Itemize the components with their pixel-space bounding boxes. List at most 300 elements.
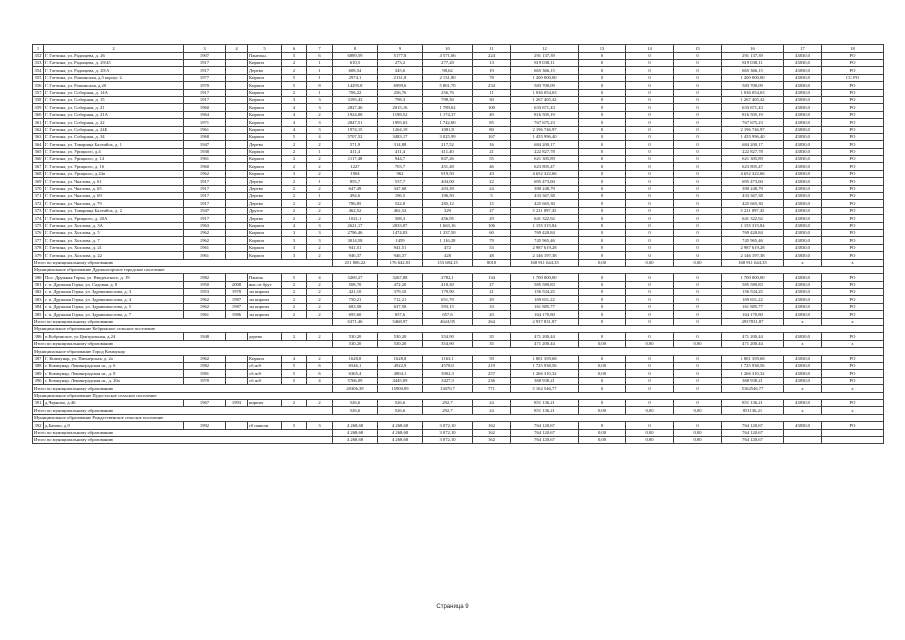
table-cell: 0 <box>674 200 722 207</box>
table-cell: 0 <box>579 385 626 392</box>
table-cell: 764 120,67 <box>511 429 579 436</box>
table-cell: 855,7 <box>333 178 378 185</box>
table-cell: 767 675,23 <box>722 119 784 126</box>
table-cell: Итого по муниципальному образованию <box>33 340 333 347</box>
table-cell: 472 <box>423 244 473 251</box>
table-cell: 0 <box>674 229 722 236</box>
table-cell: 4 <box>282 222 307 229</box>
table-cell: 2 <box>44 45 184 53</box>
table-cell: x <box>784 340 822 347</box>
table-cell: Дерево <box>248 200 282 207</box>
table-cell: 5707,52 <box>333 133 378 140</box>
table-cell: 0 <box>626 52 674 59</box>
table-cell: 1 725 938,56 <box>722 363 784 370</box>
table-cell: 1960 <box>184 163 226 170</box>
table-cell: 251 806,22 <box>333 259 378 266</box>
table-cell: 236 <box>473 377 511 384</box>
table-cell: 0 <box>579 296 626 303</box>
table-cell: 6546,1 <box>333 363 378 370</box>
table-cell: 585 589,83 <box>511 281 579 288</box>
table-cell: 1 <box>307 148 333 155</box>
table-cell: 134 <box>473 274 511 281</box>
table-cell: 657,6 <box>423 311 473 318</box>
table-cell: 0 <box>674 89 722 96</box>
table-cell: 508,70 <box>333 281 378 288</box>
table-cell <box>226 370 248 377</box>
table-cell: 6 <box>307 52 333 59</box>
table-cell: 3269,27 <box>333 274 378 281</box>
table-cell: 100 <box>473 104 511 111</box>
table-cell <box>226 133 248 140</box>
total-row <box>33 429 884 436</box>
table-cell: 0 <box>674 289 722 296</box>
table-cell: 1961 <box>184 126 226 133</box>
table-cell: 43830,0 <box>784 111 822 118</box>
table-cell: 4922,9 <box>378 363 423 370</box>
table-cell: 941,51 <box>333 244 378 251</box>
table-cell: 1982 <box>184 363 226 370</box>
table-cell: 20306,39 <box>333 385 378 392</box>
table-row <box>33 281 884 288</box>
table-cell: 0 <box>674 104 722 111</box>
table-cell: Пос. Дружная Горка, ул. Введенского, д. 19 <box>44 274 184 281</box>
table-cell: РО <box>822 296 884 303</box>
table-cell: 764 120,67 <box>722 436 784 443</box>
table-cell: 21 <box>473 289 511 296</box>
table-cell: 1628,8 <box>378 355 423 362</box>
table-cell: 0 <box>626 193 674 200</box>
table-cell: 0 <box>674 111 722 118</box>
table-cell: 59 <box>473 355 511 362</box>
table-cell: 0 <box>579 333 626 340</box>
table-row <box>33 237 884 244</box>
table-cell: 1 266 310,32 <box>511 370 579 377</box>
table-cell: 5766,09 <box>333 377 378 384</box>
table-cell: 370 <box>33 185 44 192</box>
table-cell: 637,58 <box>378 303 423 310</box>
table-cell: 345,6 <box>378 67 423 74</box>
table-cell: РО <box>822 185 884 192</box>
table-cell: 819 038,11 <box>511 59 579 66</box>
table-cell: 0 <box>626 59 674 66</box>
table-cell: 1967 <box>184 399 226 406</box>
table-cell: 2015,16 <box>378 104 423 111</box>
table-cell: 43830,0 <box>784 82 822 89</box>
table-cell: 0 <box>626 200 674 207</box>
table-cell: 1 663,16 <box>423 222 473 229</box>
table-cell: 5 <box>282 82 307 89</box>
table-cell: 0 <box>626 399 674 406</box>
table-cell: 1 267 405,42 <box>722 96 784 103</box>
table-cell: 0 <box>674 96 722 103</box>
table-cell: 4 571,06 <box>423 52 473 59</box>
table-cell: 378 <box>33 244 44 251</box>
table-cell: 1995,63 <box>378 119 423 126</box>
table-cell: Г. Гатчина, ул. Соборная, д. 24Б <box>44 126 184 133</box>
table-cell: 623 805,47 <box>511 163 579 170</box>
table-cell: 0 <box>579 96 626 103</box>
table-cell: 0,00 <box>579 407 626 414</box>
table-cell: 1961 <box>184 156 226 163</box>
table-row <box>33 363 884 370</box>
table-cell: 43830,0 <box>784 252 822 259</box>
table-cell: 623 805,47 <box>722 163 784 170</box>
table-cell: 4 <box>307 133 333 140</box>
table-cell: 98,62 <box>423 67 473 74</box>
table-cell: 4 <box>282 355 307 362</box>
table-cell: 85 <box>473 119 511 126</box>
table-cell: 0 <box>674 67 722 74</box>
table-cell: 19 <box>473 67 511 74</box>
table-cell: 162 <box>473 429 511 436</box>
table-cell: 22 <box>473 178 511 185</box>
table-cell: Г. Гатчина, ул. Чкалова, д. 69 <box>44 193 184 200</box>
table-cell <box>226 252 248 259</box>
table-cell: 0 <box>626 229 674 236</box>
table-cell: Г. Гатчина, ул. Урицкого, д. 20А <box>44 215 184 222</box>
table-cell <box>784 436 822 443</box>
table-cell: 941,51 <box>378 244 423 251</box>
table-cell: 6 <box>307 363 333 370</box>
table-cell: 0 <box>579 222 626 229</box>
housing-register-table <box>32 44 884 444</box>
table-cell: 1962 <box>184 237 226 244</box>
table-cell: 1 725 938,56 <box>511 363 579 370</box>
table-cell: 43830,0 <box>784 399 822 406</box>
table-cell: 1981 <box>184 370 226 377</box>
table-cell: г. п. Дружная Горка, ул. Здравомыслова, д. 4 <box>44 296 184 303</box>
table-cell: 530,20 <box>378 340 423 347</box>
table-cell: 0 <box>579 289 626 296</box>
table-cell: 4624,95 <box>423 318 473 325</box>
table-cell: 3 072,10 <box>423 422 473 429</box>
table-cell: РО <box>822 244 884 251</box>
table-cell: 2974,1 <box>333 74 378 81</box>
table-cell <box>226 193 248 200</box>
table-cell: 1971 <box>184 119 226 126</box>
table-cell: 1 <box>307 178 333 185</box>
table-cell: 1963 <box>184 222 226 229</box>
table-cell: 4 268,68 <box>378 429 423 436</box>
table-cell: 43830,0 <box>784 119 822 126</box>
table-cell: 4904,1 <box>378 370 423 377</box>
table-cell: 5177,8 <box>378 52 423 59</box>
table-cell: 1947 <box>184 141 226 148</box>
table-row <box>33 355 884 362</box>
table-cell: 5 801,70 <box>423 82 473 89</box>
table-cell: 1 801 359,68 <box>722 355 784 362</box>
table-row <box>33 52 884 59</box>
table-cell: 361 <box>33 119 44 126</box>
section-row <box>33 414 884 421</box>
table-cell: РО <box>822 355 884 362</box>
table-cell: 0 <box>626 148 674 155</box>
table-cell: 60 <box>473 229 511 236</box>
table-row <box>33 119 884 126</box>
table-cell: 5 <box>282 274 307 281</box>
table-cell: 4 268,68 <box>378 422 423 429</box>
table-cell: 3 <box>307 422 333 429</box>
table-cell: 383 <box>33 296 44 303</box>
table-cell: 3483,17 <box>378 133 423 140</box>
table-cell: 0 <box>579 399 626 406</box>
table-cell: Муниципальное образование Рождественское сельское поселение <box>33 414 884 421</box>
table-cell: 1 <box>307 59 333 66</box>
table-cell: Муниципальное образование Дружногорское городское поселение <box>33 266 884 273</box>
table-cell: Кирпич <box>248 244 282 251</box>
table-cell: 356 <box>33 82 44 89</box>
table-cell: Муниципальное образование Пудостьское сельское поселение <box>33 392 884 399</box>
table-cell: 750,21 <box>333 296 378 303</box>
table-cell: Дерево <box>248 141 282 148</box>
table-cell: Г. Гатчина, ул. Хохлова, д. 5 <box>44 229 184 236</box>
table-cell: Кирпич <box>248 237 282 244</box>
table-cell: 583 700,09 <box>722 82 784 89</box>
table-row <box>33 111 884 118</box>
table-cell: x <box>822 259 884 266</box>
table-cell: 462,52 <box>333 207 378 214</box>
table-cell: 203,39 <box>423 185 473 192</box>
table-cell: 179,90 <box>423 289 473 296</box>
table-cell: 43830,0 <box>784 244 822 251</box>
table-cell: 2 <box>282 163 307 170</box>
table-cell: РО <box>822 399 884 406</box>
total-row <box>33 407 884 414</box>
table-cell: 665 366,15 <box>722 67 784 74</box>
table-cell: 684 200,17 <box>722 141 784 148</box>
table-cell: 0 <box>626 274 674 281</box>
table-cell: 43830,0 <box>784 126 822 133</box>
table-cell: 2008 <box>226 281 248 288</box>
table-cell: 537,7 <box>378 178 423 185</box>
table-cell: 530,20 <box>378 333 423 340</box>
table-cell: 2 <box>307 215 333 222</box>
table-cell: 0 <box>674 141 722 148</box>
table-cell: 585 589,83 <box>722 281 784 288</box>
table-cell: Г. Гатчина, ул. Урицкого, д.4 <box>44 148 184 155</box>
table-cell: 0 <box>674 355 722 362</box>
table-cell: 79 <box>473 237 511 244</box>
table-cell: 43830,0 <box>784 296 822 303</box>
table-cell: 2 <box>307 185 333 192</box>
table-cell: 162 <box>473 422 511 429</box>
table-cell: 2621,17 <box>333 222 378 229</box>
table-cell: 1917 <box>184 185 226 192</box>
table-cell: РО <box>822 237 884 244</box>
table-cell: Кирпич <box>248 82 282 89</box>
table-cell: 745 965,46 <box>722 237 784 244</box>
table-cell: 571,9 <box>333 141 378 148</box>
table-cell: 418,30 <box>423 281 473 288</box>
table-cell: 1962 <box>184 296 226 303</box>
table-cell: 764 120,67 <box>722 422 784 429</box>
table-cell: сб.ж/б <box>248 377 282 384</box>
table-cell: Кирпич <box>248 89 282 96</box>
table-cell: 411,40 <box>423 148 473 155</box>
table-cell: г. п. Дружная Горка, ул. Здравомыслова, д. 7 <box>44 311 184 318</box>
table-cell: Г. Коммунар, ул. Пионерская, д. 2а <box>44 355 184 362</box>
table-cell: 1961 <box>184 244 226 251</box>
table-cell: 6371,46 <box>333 318 378 325</box>
table-cell: РО <box>822 370 884 377</box>
table-cell: 3014,58 <box>333 237 378 244</box>
table-cell: 0 <box>626 163 674 170</box>
table-cell <box>226 185 248 192</box>
table-cell: 14295,8 <box>333 82 378 89</box>
table-cell: 43830,0 <box>784 200 822 207</box>
table-cell: 1 700 000,00 <box>511 274 579 281</box>
table-row <box>33 252 884 259</box>
table-row <box>33 200 884 207</box>
table-cell: 3 072,10 <box>423 429 473 436</box>
table-cell: 0 <box>626 141 674 148</box>
table-row <box>33 82 884 89</box>
table-cell: 494,6 <box>333 193 378 200</box>
table-cell: 0 <box>674 274 722 281</box>
table-cell: 0 <box>674 119 722 126</box>
table-cell: 0 <box>579 281 626 288</box>
table-row <box>33 274 884 281</box>
table-cell: 2131,8 <box>378 74 423 81</box>
table-row <box>33 296 884 303</box>
page-number: Страница 9 <box>436 604 469 610</box>
table-cell: 0 <box>579 274 626 281</box>
table-cell: 2 <box>307 296 333 303</box>
table-cell: 1962 <box>184 355 226 362</box>
table-cell: 2 <box>307 141 333 148</box>
table-cell: 353 <box>33 59 44 66</box>
table-cell: 0 <box>626 111 674 118</box>
table-cell: Г. Гатчина, ул. Радищева, д. 29/45 <box>44 59 184 66</box>
table-cell: 647,49 <box>333 185 378 192</box>
table-cell: 0 <box>579 82 626 89</box>
table-cell: 946,37 <box>333 252 378 259</box>
table-cell: 8 <box>333 45 378 53</box>
table-cell: 2 146 197,38 <box>511 252 579 259</box>
table-cell: 0,00 <box>626 407 674 414</box>
table-cell: 462,52 <box>378 207 423 214</box>
table-cell: 0,00 <box>674 429 722 436</box>
table-cell: 2 <box>282 185 307 192</box>
table-cell: 695 473,60 <box>511 178 579 185</box>
table-cell: 0,00 <box>674 407 722 414</box>
table-cell: 786,85 <box>333 200 378 207</box>
table-cell: 633 671,43 <box>722 104 784 111</box>
table-cell: РО <box>822 377 884 384</box>
table-cell: 3 072,10 <box>423 436 473 443</box>
table-cell <box>226 377 248 384</box>
table-cell: 0 <box>674 193 722 200</box>
table-cell: 379,10 <box>378 289 423 296</box>
table-cell: 0 <box>626 244 674 251</box>
table-cell: 219 <box>473 363 511 370</box>
table-cell: 2 <box>282 178 307 185</box>
table-cell: 292,7 <box>423 399 473 406</box>
table-cell: 43830,0 <box>784 133 822 140</box>
table-cell: 1 <box>307 89 333 96</box>
table-cell: Панельн. <box>248 52 282 59</box>
table-row <box>33 244 884 251</box>
table-cell: 291 137,39 <box>722 52 784 59</box>
table-cell: 363 <box>33 133 44 140</box>
table-cell <box>226 215 248 222</box>
table-cell: Г. Гатчина, ул. Хохлова, д. 21 <box>44 244 184 251</box>
table-cell: 4 <box>226 45 248 53</box>
table-cell: 530,20 <box>333 340 378 347</box>
table-cell: 404,00 <box>423 178 473 185</box>
table-cell: 368 <box>33 170 44 177</box>
table-cell: x <box>822 318 884 325</box>
table-cell: 5 <box>248 45 282 53</box>
table-cell: 0 <box>674 59 722 66</box>
table-cell: 2 <box>307 156 333 163</box>
table-cell: 368 938,21 <box>722 377 784 384</box>
table-cell: 2 <box>282 89 307 96</box>
table-cell: 0 <box>579 74 626 81</box>
table-cell: 0 <box>674 133 722 140</box>
table-cell: 387 <box>33 355 44 362</box>
table-cell: РО <box>822 156 884 163</box>
table-cell: 273,2 <box>378 59 423 66</box>
table-cell: 168 911 644,35 <box>722 259 784 266</box>
table-cell: 2 196 746,97 <box>722 126 784 133</box>
table-cell: 767 675,23 <box>511 119 579 126</box>
table-cell: 0 <box>674 222 722 229</box>
table-cell: 43830,0 <box>784 311 822 318</box>
table-cell: Кирпич <box>248 133 282 140</box>
table-cell: 1970 <box>184 82 226 89</box>
table-cell <box>226 126 248 133</box>
table-cell: 1917 <box>184 67 226 74</box>
table-cell <box>226 52 248 59</box>
table-cell: 43830,0 <box>784 355 822 362</box>
table-cell: 4 268,68 <box>333 422 378 429</box>
table-cell: 224 <box>473 52 511 59</box>
table-cell <box>226 222 248 229</box>
table-cell: 30 <box>473 96 511 103</box>
table-cell <box>226 333 248 340</box>
table-cell: 6999,6 <box>378 82 423 89</box>
table-cell: 2033,87 <box>378 222 423 229</box>
table-cell: 2937831,87 <box>722 318 784 325</box>
table-cell: Дерево <box>248 185 282 192</box>
table-cell: 0,00 <box>579 429 626 436</box>
table-row <box>33 422 884 429</box>
table-cell: 43830,0 <box>784 281 822 288</box>
table-cell <box>226 111 248 118</box>
table-cell: 43830,0 <box>784 170 822 177</box>
table-cell: 12 <box>511 45 579 53</box>
table-cell: 1628,8 <box>333 355 378 362</box>
table-cell: 471 200,44 <box>722 333 784 340</box>
table-cell: 1962 <box>184 303 226 310</box>
table-cell: 411,4 <box>378 148 423 155</box>
table-cell: 1987 <box>226 303 248 310</box>
table-cell: 2 <box>307 244 333 251</box>
table-cell: 43830,0 <box>784 156 822 163</box>
table-cell: 2 <box>282 311 307 318</box>
table-row <box>33 59 884 66</box>
table-cell: 17 <box>784 45 822 53</box>
table-cell: Г. Гатчина, ул. Соборная, д. 21А <box>44 111 184 118</box>
table-cell: 16 <box>473 141 511 148</box>
table-cell: РО <box>822 96 884 103</box>
table-cell: 0 <box>674 318 722 325</box>
table-cell: 0 <box>626 237 674 244</box>
table-cell: 522,8 <box>378 200 423 207</box>
table-cell: РО <box>822 163 884 170</box>
table-cell: 0 <box>579 311 626 318</box>
